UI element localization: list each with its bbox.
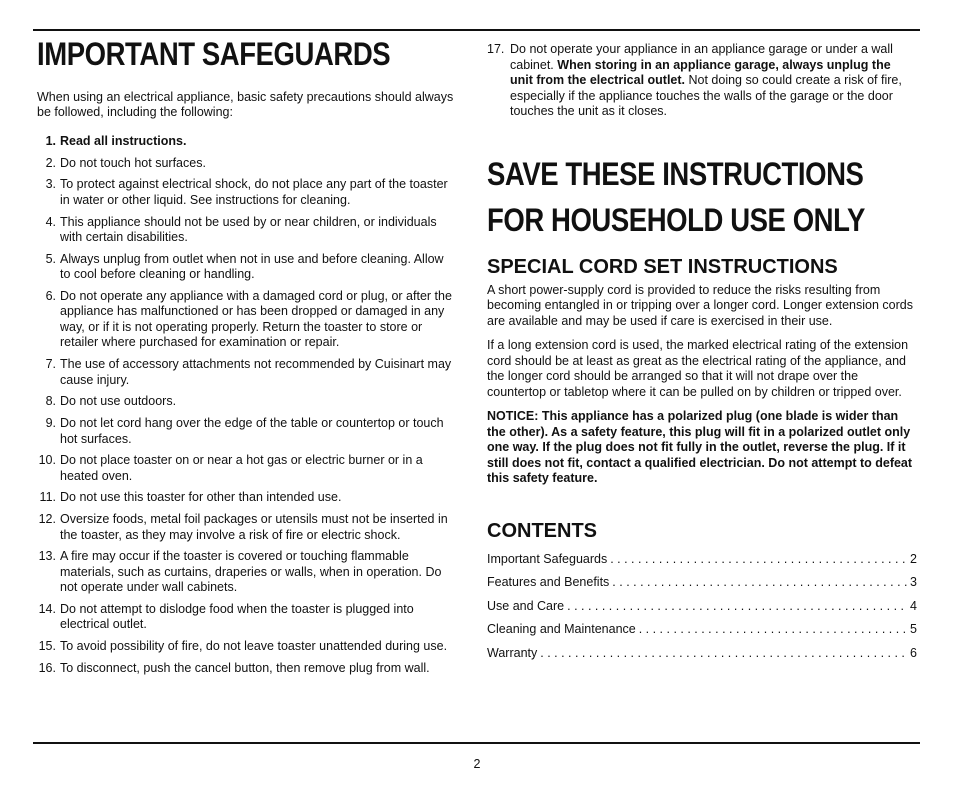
cord-instructions-title: SPECIAL CORD SET INSTRUCTIONS: [487, 255, 838, 278]
item-number: 13.: [38, 549, 56, 564]
toc-leader-dots: [540, 642, 907, 666]
item-text: Do not place toaster on or near a hot gas or electric burner or in a heated oven.: [60, 453, 423, 483]
item-number: 8.: [45, 394, 56, 409]
list-item: [37, 156, 457, 172]
toc-page-number: 4: [910, 598, 917, 613]
list-item: [37, 289, 457, 351]
save-heading-line-2: FOR HOUSEHOLD USE ONLY: [487, 201, 865, 238]
item-number: 12.: [38, 512, 56, 527]
save-heading-line-1: SAVE THESE INSTRUCTIONS: [487, 155, 864, 192]
list-item: [37, 453, 457, 484]
list-item: [37, 490, 457, 506]
item-number: 16.: [38, 660, 56, 675]
toc-label: Use and Care: [487, 598, 565, 613]
safeguards-title: IMPORTANT SAFEGUARDS: [37, 36, 391, 72]
toc-label: Cleaning and Maintenance: [487, 622, 636, 636]
page-number: 2: [473, 757, 481, 771]
toc-entry[interactable]: [487, 618, 917, 642]
list-item: [37, 394, 457, 410]
toc-label: Important Safeguards: [487, 551, 608, 566]
toc-page-number: 6: [910, 645, 917, 660]
item-number: 2.: [45, 155, 56, 170]
item-17-text-end: Not doing so could create a risk of fire, especially if the appliance touches the walls of the garage or the door touches the unit as it closes.: [510, 73, 902, 118]
list-item: [37, 661, 457, 677]
list-item: [37, 357, 457, 388]
item-text: Do not touch hot surfaces.: [60, 155, 206, 170]
list-item: [37, 134, 457, 150]
item-number: 17.: [487, 42, 505, 56]
item-text: Read all instructions.: [60, 134, 187, 148]
cord-paragraph-1: A short power-supply cord is provided to reduce the risks resulting from becoming entangled in or tripping over a longer cord. Longer extension cords are available and may be used if care is exercised in their use.: [487, 282, 913, 328]
item-text: Always unplug from outlet when not in use and before cleaning. Allow to cool before cleaning or handling.: [60, 251, 444, 282]
save-instructions-heading: [487, 151, 917, 243]
item-text: To avoid possibility of fire, do not leave toaster unattended during use.: [60, 639, 448, 654]
item-17-text-start: Do not operate your appliance in an appliance garage or under a wall cabinet.: [510, 42, 893, 72]
item-number: 4.: [45, 214, 56, 229]
list-item: [37, 252, 457, 283]
list-item: [37, 215, 457, 246]
item-text: Do not use this toaster for other than intended use.: [60, 490, 342, 505]
toc-page-number: 2: [910, 551, 917, 566]
toc-entry[interactable]: [487, 548, 917, 572]
intro-text: When using an electrical appliance, basic safety precautions should always be followed, including the following:: [37, 90, 454, 119]
contents-title: CONTENTS: [487, 519, 597, 542]
list-item: [37, 602, 457, 633]
toc-leader-dots: [639, 618, 907, 642]
toc-page-number: 3: [910, 575, 917, 589]
item-number: 5.: [45, 251, 56, 266]
item-text: [510, 42, 917, 120]
list-item: [37, 549, 457, 596]
table-of-contents: [487, 548, 917, 666]
item-number: 15.: [38, 639, 56, 654]
toc-leader-dots: [567, 595, 907, 619]
right-column: [487, 42, 917, 665]
list-item-17: [487, 42, 917, 120]
left-column: [37, 38, 457, 683]
toc-label: Features and Benefits: [487, 575, 610, 589]
item-number: 1.: [45, 134, 56, 148]
item-text: This appliance should not be used by or near children, or individuals with certain disabilities.: [60, 214, 437, 245]
top-rule: [33, 29, 920, 31]
item-text: Do not operate any appliance with a damaged cord or plug, or after the appliance has malfunctioned or has been dropped or damaged in any way, or if it is not operating properly. Return the toaster to store or retailer where purchased for examination or repair.: [60, 288, 452, 350]
list-item: [37, 177, 457, 208]
toc-leader-dots: [612, 571, 907, 595]
toc-entry[interactable]: [487, 642, 917, 666]
item-text: Do not use outdoors.: [60, 394, 177, 409]
safeguards-list: [37, 134, 457, 676]
toc-leader-dots: [610, 548, 907, 572]
item-text: Do not attempt to dislodge food when the toaster is plugged into electrical outlet.: [60, 601, 414, 632]
item-text: To protect against electrical shock, do not place any part of the toaster in water or other liquid. See instructions for cleaning.: [60, 177, 448, 207]
list-item: [37, 639, 457, 655]
toc-entry[interactable]: [487, 571, 917, 595]
list-item: [37, 416, 457, 447]
item-number: 6.: [45, 288, 56, 303]
item-text: Oversize foods, metal foil packages or utensils must not be inserted in the toaster, as they may involve a risk of fire or electric shock.: [60, 512, 448, 542]
item-number: 9.: [45, 416, 56, 430]
list-item: [37, 512, 457, 543]
item-text: The use of accessory attachments not recommended by Cuisinart may cause injury.: [60, 357, 452, 387]
item-text: A fire may occur if the toaster is covered or touching flammable materials, such as curtains, draperies or walls, when in operation. Do not operate under wall cabinets.: [60, 549, 442, 595]
item-17-bold-text: When storing in an appliance garage, always unplug the unit from the electrical outlet.: [510, 57, 891, 87]
item-number: 3.: [45, 177, 56, 192]
item-text: Do not let cord hang over the edge of the table or countertop or touch hot surfaces.: [60, 416, 444, 446]
item-number: 14.: [38, 601, 56, 616]
toc-page-number: 5: [910, 622, 917, 636]
item-text: To disconnect, push the cancel button, then remove plug from wall.: [60, 660, 430, 675]
toc-label: Warranty: [487, 645, 538, 660]
item-number: 7.: [45, 357, 56, 372]
bottom-rule: [33, 742, 920, 744]
toc-entry[interactable]: [487, 595, 917, 619]
notice-paragraph: NOTICE: This appliance has a polarized plug (one blade is wider than the other). As a safety feature, this plug will fit in a polarized outlet only one way. If the plug does not fit fully in the outlet, reverse the plug. If it still does not fit, contact a qualified electrician. Do not attempt to defeat this safety feature.: [487, 409, 913, 485]
item-number: 11.: [39, 490, 56, 505]
item-number: 10.: [38, 453, 56, 468]
cord-paragraph-2: If a long extension cord is used, the marked electrical rating of the extension cord should be at least as great as the electrical rating of the appliance, and the longer cord should be arranged so that it will not drape over the countertop or tabletop where it can be pulled on by children or tripped over.: [487, 338, 909, 399]
